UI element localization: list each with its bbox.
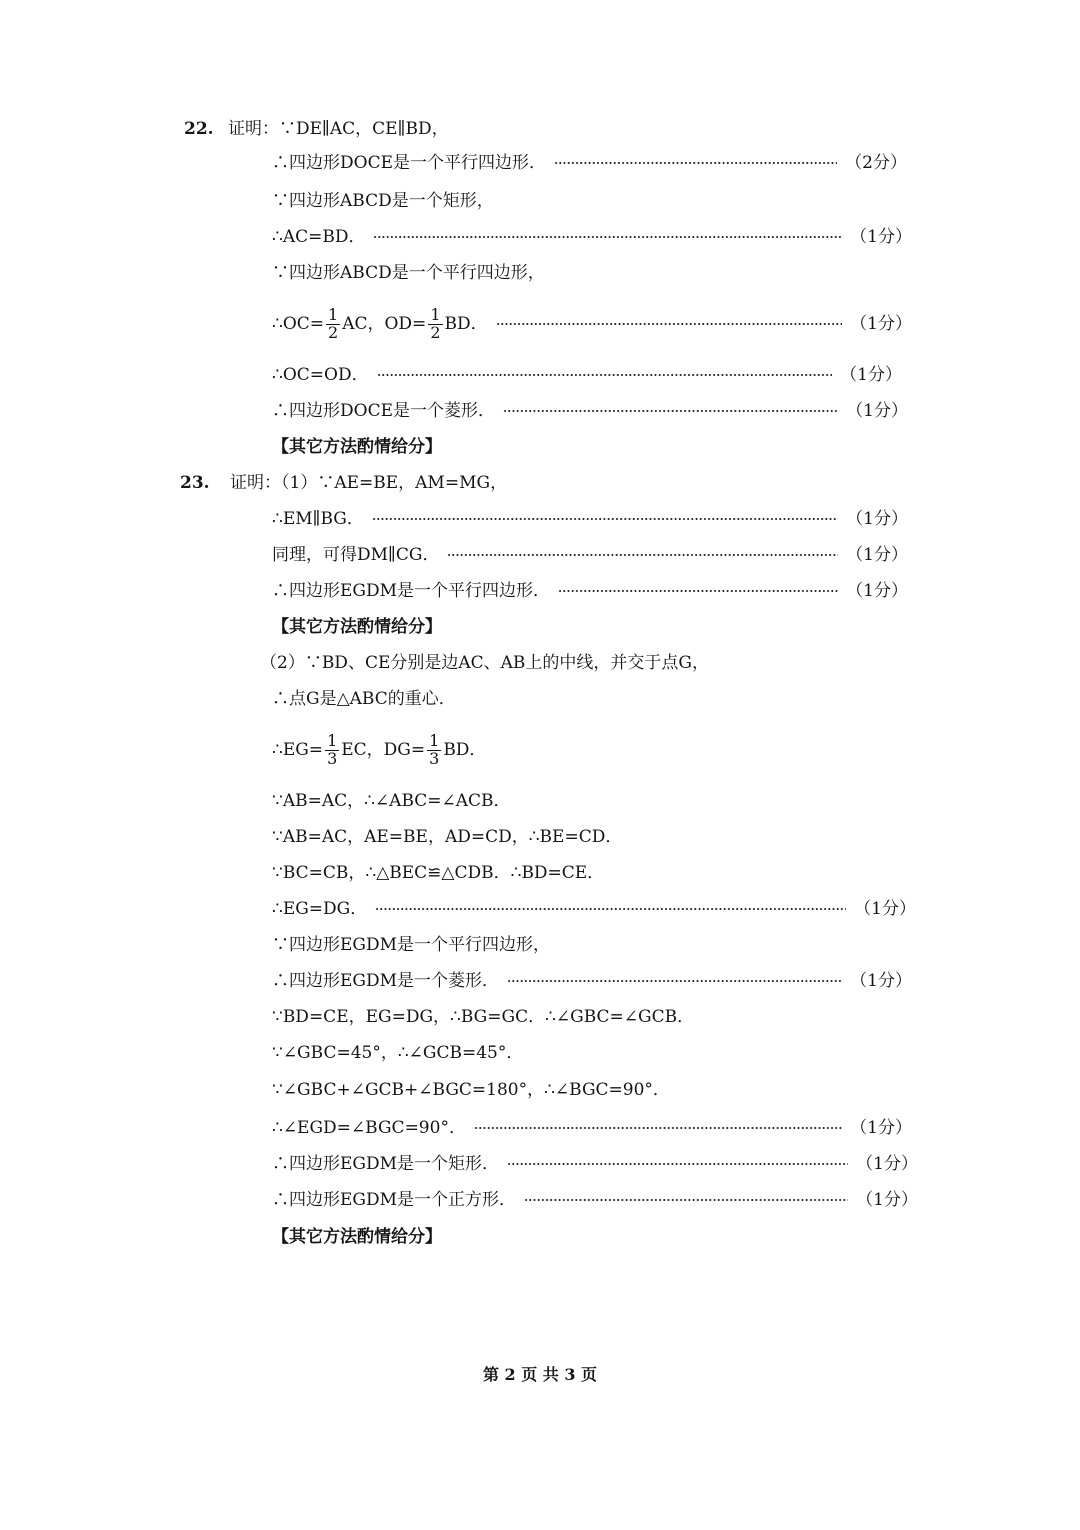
q23-part2-line-5 [272,858,604,888]
q23-part2-line-9 [272,1002,694,1032]
dot-leader [372,518,838,520]
dot-leader [447,554,838,556]
q23-part2-line-1 [272,684,456,714]
q23-part2-line-10 [272,1038,523,1068]
q23-part2-line-13 [272,1149,918,1179]
q22-intro-text: 证明：∵DE∥AC，CE∥BD， [228,119,449,139]
score-mark: （1分） [850,314,912,334]
fraction-numerator: 1 [328,304,339,324]
score-mark: （1分） [856,1154,918,1174]
score-mark: （1分） [850,971,912,991]
dot-leader [524,1199,848,1201]
q23-intro [230,468,507,498]
dot-leader [507,1163,848,1165]
q23-part2-line-3-text: ∵AB=AC，∴∠ABC=∠ACB． [272,791,511,811]
q22-line-6-text: ∴OC=OD． [272,365,369,385]
q23-part2-line-2-part-b: EC，DG= [341,740,426,760]
q22-line-5-part-c: BD． [444,314,488,334]
q23-part2-line-6-text: ∴EG=DG． [272,899,368,919]
score-mark: （1分） [856,1190,918,1210]
q23-line-2-text: 同理，可得DM∥CG． [272,545,440,565]
q23-note-2 [272,1222,442,1252]
q22-intro [228,114,449,144]
q22-line-4 [272,258,545,288]
dot-leader [377,374,833,376]
q23-part2-intro [260,648,709,678]
q23-part2-line-14-text: ∴四边形EGDM是一个正方形． [272,1190,517,1210]
q23-line-2 [272,540,908,570]
q23-part2-line-11 [272,1075,670,1105]
q22-line-2 [272,186,494,216]
dot-leader [496,323,843,325]
q23-note-1 [272,612,442,642]
q23-part2-line-11-text: ∵∠GBC+∠GCB+∠BGC=180°，∴∠BGC=90°． [272,1080,670,1100]
q23-part2-line-2-part-a: ∴EG= [272,740,324,760]
fraction-denominator: 2 [430,322,441,342]
fraction-one-half [326,304,340,342]
q23-part2-line-7 [272,930,550,960]
score-mark: （1分） [846,509,908,529]
q23-part2-line-4 [272,822,622,852]
question-number-22: 22. [184,119,214,139]
q22-note [272,432,442,462]
score-mark: （1分） [840,365,902,385]
q23-part2-line-8 [272,966,912,996]
score-mark: （1分） [850,227,912,247]
page-footer: 第 2 页 共 3 页 [482,1365,598,1384]
fraction-denominator: 3 [327,748,338,768]
q23-intro-text: 证明：（1）∵AE=BE，AM=MG， [230,473,508,493]
q23-part2-line-2 [272,726,486,774]
q23-part2-line-2-part-c: BD． [443,740,487,760]
q22-line-7-text: ∴四边形DOCE是一个菱形． [272,401,495,421]
q22-line-3-text: ∴AC=BD． [272,227,366,247]
q22-line-1 [272,148,907,178]
q23-part2-line-13-text: ∴四边形EGDM是一个矩形． [272,1154,500,1174]
fraction-one-half [428,304,442,342]
dot-leader [558,590,838,592]
fraction-numerator: 1 [430,304,441,324]
q22-line-7 [272,396,908,426]
q23-part2-line-6 [272,894,916,924]
score-mark: （1分） [846,545,908,565]
dot-leader [503,410,838,412]
q23-note-1-text: 【其它方法酌情给分】 [272,617,442,637]
q22-line-2-text: ∵四边形ABCD是一个矩形， [272,191,494,211]
q23-part2-line-12-text: ∴∠EGD=∠BGC=90°． [272,1118,466,1138]
q23-part2-line-12 [272,1113,912,1143]
q22-line-6 [272,360,902,390]
q23-line-3-text: ∴四边形EGDM是一个平行四边形． [272,581,551,601]
q23-part2-intro-text: （2）∵BD、CE分别是边AC、AB上的中线，并交于点G， [260,653,709,673]
dot-leader [375,908,846,910]
q23-part2-line-9-text: ∵BD=CE，EG=DG，∴BG=GC．∴∠GBC=∠GCB． [272,1007,695,1027]
q23-part2-line-8-text: ∴四边形EGDM是一个菱形． [272,971,500,991]
score-mark: （1分） [850,1118,912,1138]
dot-leader [554,162,837,164]
q22-line-3 [272,222,912,252]
fraction-denominator: 3 [429,748,440,768]
score-mark: （1分） [854,899,916,919]
q22-note-text: 【其它方法酌情给分】 [272,437,442,457]
q23-part2-line-1-text: ∴点G是△ABC的重心． [272,689,456,709]
q23-line-1 [272,504,908,534]
question-number-23: 23. [180,473,210,493]
q22-line-5-part-a: ∴OC= [272,314,325,334]
q23-note-2-text: 【其它方法酌情给分】 [272,1227,442,1247]
q23-part2-line-10-text: ∵∠GBC=45°，∴∠GCB=45°． [272,1043,524,1063]
fraction-one-third [427,730,441,768]
q23-part2-line-4-text: ∵AB=AC，AE=BE，AD=CD，∴BE=CD． [272,827,623,847]
q23-part2-line-5-text: ∵BC=CB，∴△BEC≌△CDB．∴BD=CE． [272,863,605,883]
score-mark: （1分） [846,581,908,601]
q23-part2-line-3 [272,786,511,816]
fraction-denominator: 2 [328,322,339,342]
dot-leader [474,1127,842,1129]
q22-line-5 [272,300,912,348]
dot-leader [507,980,842,982]
fraction-numerator: 1 [327,730,338,750]
fraction-numerator: 1 [429,730,440,750]
q22-line-5-part-b: AC，OD= [342,314,427,334]
fraction-one-third [325,730,339,768]
q23-part2-line-7-text: ∵四边形EGDM是一个平行四边形， [272,935,551,955]
q22-line-1-text: ∴四边形DOCE是一个平行四边形． [272,153,546,173]
score-mark: （1分） [846,401,908,421]
score-mark: （2分） [845,153,907,173]
dot-leader [373,236,842,238]
q23-line-1-text: ∴EM∥BG． [272,509,364,529]
q23-line-3 [272,576,908,606]
q22-line-4-text: ∵四边形ABCD是一个平行四边形， [272,263,545,283]
q23-part2-line-14 [272,1185,918,1215]
